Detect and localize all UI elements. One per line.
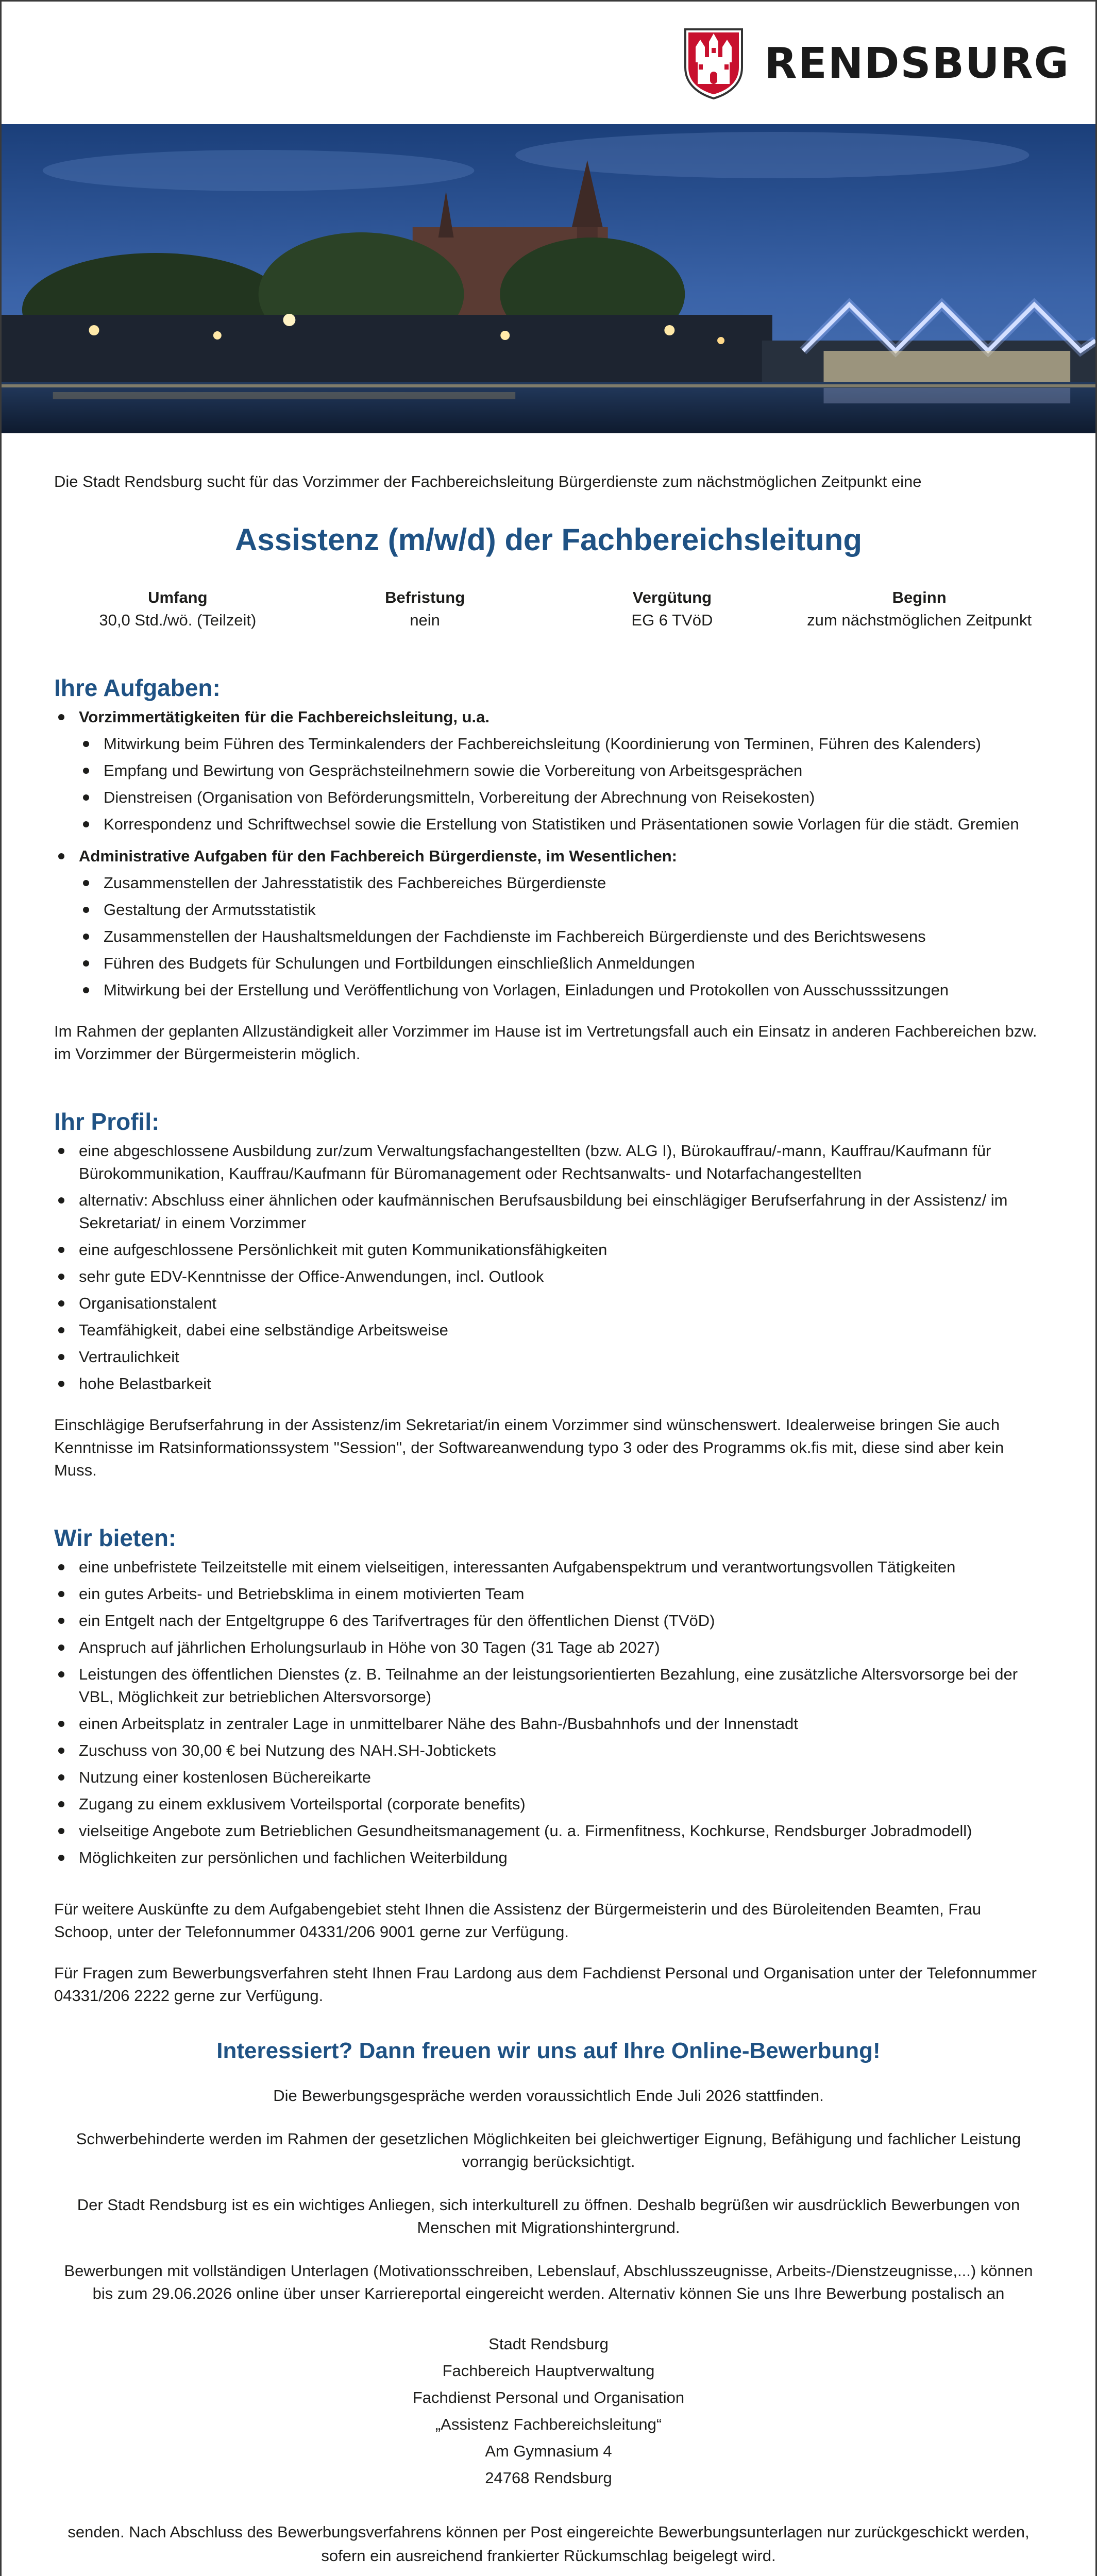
address-line: 24768 Rendsburg — [485, 2469, 612, 2487]
list-item: alternativ: Abschluss einer ähnlichen oder kaufmännischen Berufsausbildung bei einschlägiger Berufserfahrung in der Assistenz/ im Sekretariat/ in einem Vorzimmer — [54, 1189, 1043, 1234]
list-item: Korrespondenz und Schriftwechsel sowie die Erstellung von Statistiken und Präsentationen sowie Vorlagen für die städt. Gremien — [79, 813, 1043, 836]
contact-paragraph-1: Für weitere Auskünfte zu dem Aufgabengebiet steht Ihnen die Assistenz der Bürgermeisterin und des Büroleitenden Beamten, Frau Schoop, unter der Telefonnummer 04331/206 9001 gerne zur Verfügung. — [54, 1900, 982, 1941]
list-item: Teamfähigkeit, dabei eine selbständige Arbeitsweise — [54, 1319, 1043, 1342]
list-item: einen Arbeitsplatz in zentraler Lage in unmittelbarer Nähe des Bahn-/Busbahnhofs und der Innenstadt — [54, 1713, 1043, 1735]
list-item: ein gutes Arbeits- und Betriebsklima in einem motivierten Team — [54, 1583, 1043, 1605]
list-item: Empfang und Bewirtung von Gesprächsteilnehmern sowie die Vorbereitung von Arbeitsgesprächen — [79, 759, 1043, 782]
fact-label: Vergütung — [632, 588, 712, 606]
section-bieten — [54, 1524, 1043, 1869]
list-item: sehr gute EDV-Kenntnisse der Office-Anwendungen, incl. Outlook — [54, 1265, 1043, 1288]
fact-label: Umfang — [148, 588, 208, 606]
list-item: vielseitige Angebote zum Betrieblichen Gesundheitsmanagement (u. a. Firmenfitness, Kochkurse, Rendsburger Jobradmodell) — [54, 1820, 1043, 1842]
fact-label: Beginn — [892, 588, 947, 606]
fact-value: nein — [410, 611, 440, 629]
brand-wordmark: RENDSBURG — [764, 39, 1070, 88]
fact-verguetung — [549, 586, 796, 632]
postal-address — [54, 2331, 1043, 2492]
address-line: Am Gymnasium 4 — [485, 2442, 612, 2460]
section-aufgaben — [54, 674, 1043, 1065]
list-item: eine abgeschlossene Ausbildung zur/zum Verwaltungsfachangestellten (bzw. ALG I), Bürokauffrau/-mann, Kauffrau/Kaufmann für Bürokommunikation, Kauffrau/Kaufmann für Büromanagement oder Rechtsanwalts- und Notarfachangestellten — [54, 1140, 1043, 1185]
list-item: Zuschuss von 30,00 € bei Nutzung des NAH.SH-Jobtickets — [54, 1739, 1043, 1762]
call-to-action: Interessiert? Dann freuen wir uns auf Ihre Online-Bewerbung! — [216, 2038, 881, 2063]
job-facts — [54, 586, 1043, 632]
fact-umfang — [54, 586, 301, 632]
profil-note: Einschlägige Berufserfahrung in der Assistenz/im Sekretariat/in einem Vorzimmer sind wünschenswert. Idealerweise bringen Sie auch Kenntnisse im Ratsinformationssystem "Session", der Softwareanwendung typo 3 oder des Programms ok.fis mit, diese sind aber kein Muss. — [54, 1416, 1004, 1479]
section-heading: Ihre Aufgaben: — [54, 674, 221, 701]
fact-value: zum nächstmöglichen Zeitpunkt — [807, 611, 1032, 629]
list-item: Dienstreisen (Organisation von Beförderungsmitteln, Vorbereitung der Abrechnung von Reisekosten) — [79, 786, 1043, 809]
sub-list — [79, 872, 1043, 1002]
fact-value: 30,0 Std./wö. (Teilzeit) — [99, 611, 257, 629]
aufgaben-note: Im Rahmen der geplanten Allzuständigkeit aller Vorzimmer im Hause ist im Vertretungsfall auch ein Einsatz in anderen Fachbereichen bzw. im Vorzimmer der Bürgermeisterin möglich. — [54, 1022, 1037, 1063]
job-title: Assistenz (m/w/d) der Fachbereichsleitung — [235, 522, 862, 557]
list-item: Möglichkeiten zur persönlichen und fachlichen Weiterbildung — [54, 1846, 1043, 1869]
address-line: Stadt Rendsburg — [488, 2335, 609, 2353]
intercultural-note: Der Stadt Rendsburg ist es ein wichtiges Anliegen, sich interkulturell zu öffnen. Deshalb begrüßen wir ausdrücklich Bewerbungen von Menschen mit Migrationshintergrund. — [77, 2196, 1020, 2236]
rendsburg-harbour-night-photo — [2, 124, 1095, 433]
section-profil — [54, 1108, 1043, 1482]
list-item: Zusammenstellen der Jahresstatistik des Fachbereiches Bürgerdienste — [79, 872, 1043, 894]
list-item: ein Entgelt nach der Entgeltgruppe 6 des Tarifvertrages für den öffentlichen Dienst (TVöD) — [54, 1609, 1043, 1632]
brand-logo[interactable] — [683, 27, 1070, 99]
address-line: Fachbereich Hauptverwaltung — [442, 2362, 655, 2380]
list-item: Zusammenstellen der Haushaltsmeldungen der Fachdienste im Fachbereich Bürgerdienste und des Berichtswesens — [79, 925, 1043, 948]
contact-paragraph-2: Für Fragen zum Bewerbungsverfahren steht Ihnen Frau Lardong aus dem Fachdienst Personal und Organisation unter der Telefonnummer 04331/206 2222 gerne zur Verfügung. — [54, 1964, 1037, 2005]
header — [2, 2, 1095, 124]
list-item: Nutzung einer kostenlosen Büchereikarte — [54, 1766, 1043, 1789]
closing-note: senden. Nach Abschluss des Bewerbungsverfahrens können per Post eingereichte Bewerbungsunterlagen nur zurückgeschickt werden, sofern ein ausreichend frankierter Rückumschlag beigelegt wird. — [67, 2523, 1030, 2565]
interview-date-note: Die Bewerbungsgespräche werden voraussichtlich Ende Juli 2026 stattfinden. — [273, 2087, 824, 2105]
list-item: Vertraulichkeit — [54, 1346, 1043, 1368]
list-item: Mitwirkung bei der Erstellung und Veröffentlichung von Vorlagen, Einladungen und Protokollen von Ausschusssitzungen — [79, 979, 1043, 1002]
list-item: Zugang zu einem exklusivem Vorteilsportal (corporate benefits) — [54, 1793, 1043, 1816]
intro-text: Die Stadt Rendsburg sucht für das Vorzimmer der Fachbereichsleitung Bürgerdienste zum nächstmöglichen Zeitpunkt eine — [54, 472, 922, 490]
main-content — [2, 470, 1095, 2568]
list-item: Führen des Budgets für Schulungen und Fortbildungen einschließlich Anmeldungen — [79, 952, 1043, 975]
address-line: „Assistenz Fachbereichsleitung“ — [435, 2415, 662, 2433]
fact-value: EG 6 TVöD — [631, 611, 713, 629]
profil-list — [54, 1140, 1043, 1395]
list-item: hohe Belastbarkeit — [54, 1372, 1043, 1395]
fact-label: Befristung — [385, 588, 465, 606]
section-heading: Ihr Profil: — [54, 1108, 160, 1135]
fact-beginn — [796, 586, 1043, 632]
rendsburg-crest-icon — [683, 27, 744, 99]
list-item: Gestaltung der Armutsstatistik — [79, 899, 1043, 921]
section-heading: Wir bieten: — [54, 1524, 177, 1551]
list-item: Anspruch auf jährlichen Erholungsurlaub in Höhe von 30 Tagen (31 Tage ab 2027) — [54, 1636, 1043, 1659]
group-title: Vorzimmertätigkeiten für die Fachbereichsleitung, u.a. — [79, 708, 490, 726]
list-item: eine aufgeschlossene Persönlichkeit mit guten Kommunikationsfähigkeiten — [54, 1239, 1043, 1261]
application-deadline-note: Bewerbungen mit vollständigen Unterlagen (Motivationsschreiben, Lebenslauf, Abschlusszeugnisse, Arbeits-/Dienstzeugnisse,...) können bis zum 29.06.2026 online über unser Karriereportal eingereicht werden. Alternativ können Sie uns Ihre Bewerbung postalisch an — [64, 2262, 1033, 2302]
list-item: Mitwirkung beim Führen des Terminkalenders der Fachbereichsleitung (Koordinierung von Terminen, Führen des Kalenders) — [79, 733, 1043, 755]
list-item — [54, 845, 1043, 1002]
list-item: eine unbefristete Teilzeitstelle mit einem vielseitigen, interessanten Aufgabenspektrum und verantwortungsvollen Tätigkeiten — [54, 1556, 1043, 1579]
fact-befristung — [301, 586, 549, 632]
sub-list — [79, 733, 1043, 836]
disability-note: Schwerbehinderte werden im Rahmen der gesetzlichen Möglichkeiten bei gleichwertiger Eignung, Befähigung und fachlicher Leistung vorrangig berücksichtigt. — [76, 2130, 1021, 2171]
list-item — [54, 706, 1043, 836]
list-item: Organisationstalent — [54, 1292, 1043, 1315]
aufgaben-list — [54, 706, 1043, 1002]
list-item: Leistungen des öffentlichen Dienstes (z. B. Teilnahme an der leistungsorientierten Bezahlung, eine zusätzliche Altersvorsorge bei der VBL, Möglichkeit zur betrieblichen Altersvorsorge) — [54, 1663, 1043, 1708]
group-title: Administrative Aufgaben für den Fachbereich Bürgerdienste, im Wesentlichen: — [79, 847, 678, 865]
address-line: Fachdienst Personal und Organisation — [412, 2388, 685, 2406]
hero-image — [2, 124, 1095, 433]
bieten-list — [54, 1556, 1043, 1869]
